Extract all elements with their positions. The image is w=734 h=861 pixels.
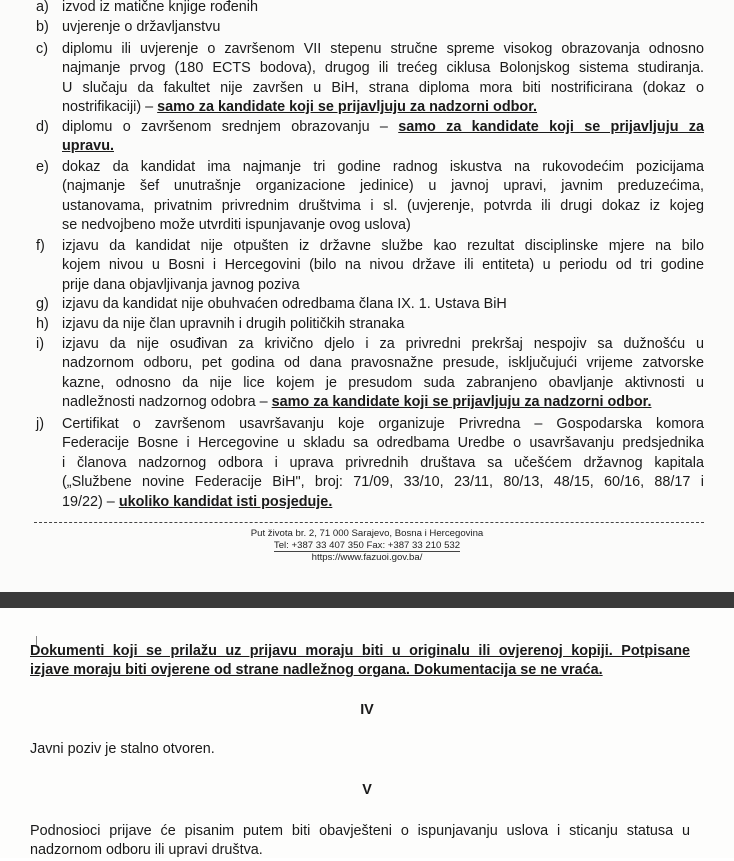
item-label: d)	[36, 119, 49, 135]
item-text-line: dokaz da kandidat ima najmanje tri godine radnog iskustva na rukovodećim pozicijama	[62, 159, 704, 175]
item-text-line: kojem nivou u Bosni i Hercegovini (bilo na nivou države ili entiteta) u periodu od tri godine	[62, 257, 704, 274]
item-text: diplomu o završenom srednjem obrazovanju	[62, 119, 370, 135]
item-text-line: nostrifikaciji)	[62, 99, 142, 116]
footer-phone-text: Tel: +387 33 407 350 Fax: +387 33 210 532	[273, 540, 461, 551]
item-text: uvjerenje o državljanstvu	[62, 19, 221, 35]
item-text-line: 19/22)	[62, 493, 103, 510]
emphasis-text: samo za kandidate koji se prijavljuju za nadzorni odbor.	[157, 99, 538, 116]
section-v-line: nadzornom odboru ili upravi društva.	[30, 842, 263, 859]
item-label: i)	[36, 336, 44, 352]
list-item-a	[36, 0, 704, 17]
list-item-f	[36, 237, 704, 295]
item-text-line: izjavu da nije osuđivan za krivično djelo i za privredni prekršaj nespojiv sa dužnošću u	[62, 336, 704, 352]
page-separator	[0, 592, 734, 608]
list-item-g	[36, 295, 704, 314]
list-item-b	[36, 18, 704, 37]
item-text-line: prije dana objavljivanja javnog poziva	[62, 276, 300, 293]
footer-address: Put života br. 2, 71 000 Sarajevo, Bosna i Hercegovina	[250, 528, 484, 539]
item-label: g)	[36, 296, 49, 312]
dash: –	[141, 99, 158, 116]
item-text: izjavu da nije član upravnih i drugih političkih stranaka	[62, 316, 405, 332]
item-text-line: najmanje prvog (180 ECTS bodova), drugog ili trećeg ciklusa Bolonjskog sistema studiranja.	[62, 60, 704, 77]
list-item-i	[36, 335, 704, 413]
item-text-line: Federacije Bosne i Hercegovine u skladu sa odredbama Uredbe o usavršavanju predsjednika	[62, 435, 704, 452]
item-label: e)	[36, 159, 49, 175]
item-text: izjavu da kandidat nije obuhvaćen odredbama člana IX. 1. Ustava BiH	[62, 296, 507, 312]
item-text-line: i članova nadzornog odbora i uprava privrednih društava sa učešćem državnog kapitala	[62, 454, 704, 471]
emphasis-text: samo za kandidate koji se prijavljuju za nadzorni odbor.	[271, 394, 652, 411]
item-text-line: se nedvojbeno može utvrditi ispunjavanje ovog uslova)	[62, 217, 411, 234]
list-item-j	[36, 415, 704, 512]
section-v-line: Podnosioci prijave će pisanim putem biti obavješteni o ispunjavanju uslova i sticanju statusa u	[30, 823, 690, 839]
section-iv-text: Javni poziv je stalno otvoren.	[30, 741, 215, 757]
notice-line: Dokumenti koji se prilažu uz prijavu moraju biti u originalu ili ovjerenoj kopiji. Potpisane	[30, 643, 690, 659]
list-item-c	[36, 40, 704, 118]
emphasis-text: ukoliko kandidat isti posjeduje.	[118, 493, 333, 510]
item-text-line: nadzornom odboru, pet godina od dana pravosnažne presude, isključujući vrijeme zatvorske	[62, 355, 704, 372]
item-text-line: ustanovama, privatnim privrednim društvima i sl. (uvjerenje, potvrda ili drugi dokaz iz kojeg	[62, 197, 704, 214]
item-label: j)	[36, 416, 44, 432]
footer-phone	[0, 540, 734, 552]
notice-line: izjave moraju biti ovjerene od strane nadležnog organa. Dokumentacija se ne vraća.	[30, 662, 603, 679]
item-text-line: Certifikat o završenom usavršavanju koje organizuje Privredna – Gospodarska komora	[62, 416, 704, 432]
dash: –	[102, 493, 119, 510]
item-label: f)	[36, 238, 45, 254]
item-label: h)	[36, 316, 49, 332]
dash: –	[369, 119, 399, 135]
item-text-line: („Službene novine Federacije BiH", broj: 71/09, 33/10, 23/11, 80/13, 48/15, 60/16, 88/17 i	[62, 474, 704, 491]
footer-url: https://www.fazuoi.gov.ba/	[311, 552, 423, 563]
item-text: izvod iz matične knjige rođenih	[62, 0, 258, 15]
section-heading-iv: IV	[360, 702, 374, 718]
item-text-line: U slučaju da fakultet nije završen u BiH, strana diploma mora biti nostrificirana (dokaz o	[62, 79, 704, 96]
item-label: b)	[36, 19, 49, 35]
section-heading-v: V	[362, 782, 372, 798]
item-text-line: izjavu da kandidat nije otpušten iz državne službe kao rezultat disciplinske mjere na bilo	[62, 238, 704, 254]
emphasis-text: upravu.	[62, 138, 114, 155]
emphasis-text: samo za kandidate koji se prijavljuju za	[398, 119, 705, 135]
footer-divider	[34, 522, 704, 523]
item-text-line: nadležnosti nadzornog odobra	[62, 394, 256, 411]
section-v-text	[30, 822, 690, 861]
item-text-line: diplomu ili uvjerenje o završenom VII stepenu stručne spreme visokog obrazovanja odnosno	[62, 41, 704, 57]
list-item-h	[36, 315, 704, 334]
list-item-d	[36, 118, 704, 157]
item-text-line: kazne, odnosno da nije lice kojem je presudom suda zabranjeno obavljanje aktivnosti u	[62, 374, 704, 391]
documents-notice	[30, 642, 690, 681]
item-label: c)	[36, 41, 48, 57]
list-item-e	[36, 158, 704, 236]
item-label: a)	[36, 0, 49, 15]
dash: –	[255, 394, 272, 411]
item-text-line: (najmanje šef unutrašnje organizacione jedinice) u javnoj upravi, javnim preduzećima,	[62, 178, 704, 195]
